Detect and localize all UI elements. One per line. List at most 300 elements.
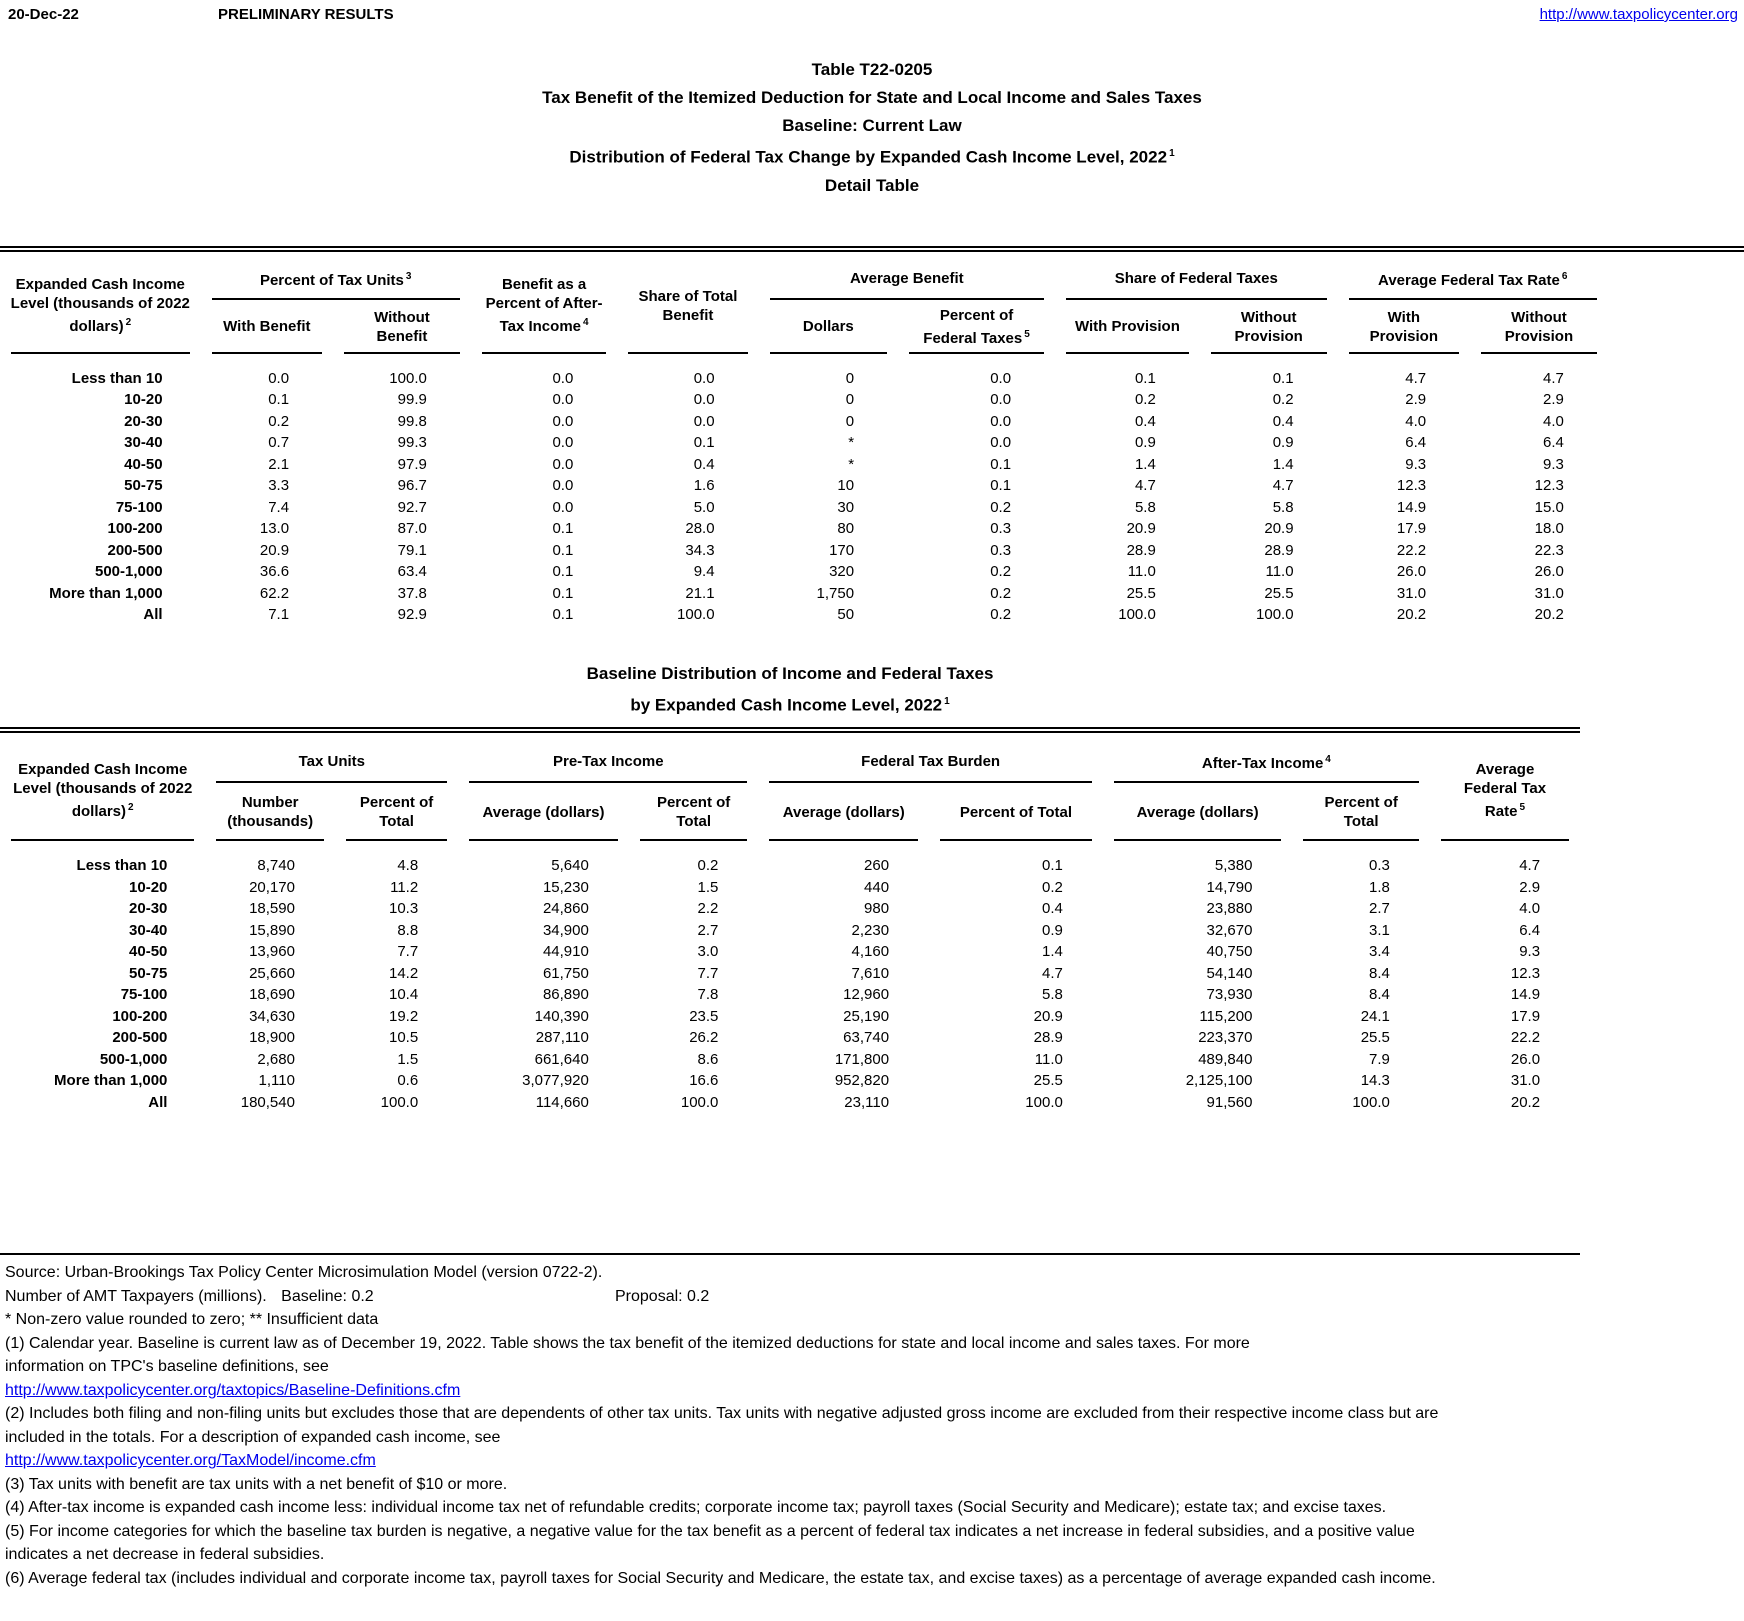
footnotes xyxy=(0,1261,1744,1590)
footnote-ref-4: 4 xyxy=(1325,753,1331,765)
cell-value: 97.9 xyxy=(397,455,427,473)
cell-value: 11.2 xyxy=(390,878,419,896)
cell-value: 5,380 xyxy=(1214,857,1253,875)
cell-value: 20,170 xyxy=(249,878,295,896)
cell-value: 0.1 xyxy=(1041,857,1063,875)
row-label: 40-50 xyxy=(129,943,168,961)
cell-value: 1.5 xyxy=(397,1050,419,1068)
cell-value: 0.4 xyxy=(693,455,715,473)
cell-value: 171,800 xyxy=(834,1050,890,1068)
baseline-subtitle: Baseline: Current Law xyxy=(782,116,962,135)
footnote-1-link-line xyxy=(5,1379,1744,1403)
cell-value: 21.1 xyxy=(685,584,715,602)
cell-value: 99.9 xyxy=(397,391,427,409)
cell-value: 3.3 xyxy=(268,477,290,495)
cell-value: 7.4 xyxy=(268,498,290,516)
table-row xyxy=(0,432,1744,454)
cell-value: 9.3 xyxy=(1405,455,1427,473)
cell-value: 0.2 xyxy=(990,498,1012,516)
cell-value: 1.8 xyxy=(1369,878,1390,896)
group-header-percent-of-tax-units: Percent of Tax Units $^3$ xyxy=(201,252,471,300)
cell-value: 0.1 xyxy=(552,606,574,624)
cell-value: 0.0 xyxy=(552,455,574,473)
cell-value: 0.0 xyxy=(552,412,574,430)
baseline-title-line2: by Expanded Cash Income Level, 2022 $^1$ xyxy=(630,695,950,715)
cell-value: 17.9 xyxy=(1396,520,1427,538)
group-header-share-of-federal-taxes: Share of Federal Taxes xyxy=(1055,252,1338,300)
sub-header-row xyxy=(0,783,1580,841)
cell-value: 23.5 xyxy=(689,1007,719,1025)
group-header-row xyxy=(0,252,1744,300)
cell-value: 96.7 xyxy=(397,477,427,495)
table-row xyxy=(0,1049,1580,1071)
cell-value: 0.2 xyxy=(990,584,1012,602)
cell-value: 0.3 xyxy=(990,541,1012,559)
cell-value: 6.4 xyxy=(1405,434,1427,452)
cell-value: 2,680 xyxy=(257,1050,295,1068)
cell-value: 4,160 xyxy=(851,943,890,961)
column-header-burden-average-dollars: Average (dollars) xyxy=(758,783,929,841)
cell-value: 99.3 xyxy=(397,434,427,452)
cell-value: 8.8 xyxy=(397,921,419,939)
cell-value: 91,560 xyxy=(1206,1093,1253,1111)
site-link[interactable]: http://www.taxpolicycenter.org xyxy=(1539,6,1738,23)
cell-value: 20.2 xyxy=(1510,1093,1541,1111)
cell-value: 2.7 xyxy=(697,921,719,939)
cell-value: 3,077,920 xyxy=(522,1072,589,1090)
cell-value: 0 xyxy=(845,412,855,430)
baseline-distribution-section xyxy=(0,660,1580,1114)
cell-value: 100.0 xyxy=(1256,606,1294,624)
cell-value: 489,840 xyxy=(1198,1050,1253,1068)
row-label: 500-1,000 xyxy=(99,1050,168,1068)
row-label: 10-20 xyxy=(124,391,163,409)
table-row xyxy=(0,984,1580,1006)
column-header-dollars: Dollars xyxy=(759,300,899,354)
column-header-pretax-percent-of-total: Percent of Total xyxy=(629,783,759,841)
cell-value: 0.4 xyxy=(1041,900,1063,918)
footnote-ref-6: 6 xyxy=(1561,271,1568,283)
column-header-aftertax-average-dollars: Average (dollars) xyxy=(1103,783,1293,841)
cell-value: 44,910 xyxy=(542,943,589,961)
cell-value: 0.0 xyxy=(552,369,574,387)
baseline-distribution-table-body xyxy=(0,841,1580,1113)
cell-value: 31.0 xyxy=(1396,584,1427,602)
cell-value: 4.7 xyxy=(1272,477,1294,495)
cell-value: 25,660 xyxy=(249,964,295,982)
cell-value: 3.1 xyxy=(1369,921,1390,939)
cell-value: 2.1 xyxy=(268,455,290,473)
cell-value: 25.5 xyxy=(1360,1029,1390,1047)
cell-value: 28.9 xyxy=(1126,541,1156,559)
cell-value: 5.8 xyxy=(1134,498,1156,516)
table-row xyxy=(0,561,1744,583)
table-row xyxy=(0,475,1744,497)
cell-value: 28.9 xyxy=(1264,541,1294,559)
cell-value: 100.0 xyxy=(1352,1093,1390,1111)
row-label: 75-100 xyxy=(115,498,163,516)
table-row xyxy=(0,941,1580,963)
row-label: 30-40 xyxy=(124,434,163,452)
cell-value: 15,230 xyxy=(542,878,589,896)
table-row xyxy=(0,1092,1580,1114)
cell-value: 32,670 xyxy=(1206,921,1253,939)
cell-value: 79.1 xyxy=(397,541,427,559)
group-header-after-tax-income: After-Tax Income $^4$ xyxy=(1103,733,1430,783)
cell-value: 4.8 xyxy=(397,857,419,875)
amt-baseline-value: Baseline: 0.2 xyxy=(281,1287,374,1305)
cell-value: 100.0 xyxy=(677,606,715,624)
cell-value: 1.4 xyxy=(1272,455,1294,473)
cell-value: 40,750 xyxy=(1206,943,1253,961)
cell-value: 25,190 xyxy=(843,1007,890,1025)
row-label: 100-200 xyxy=(107,520,163,538)
cell-value: 54,140 xyxy=(1206,964,1253,982)
footnote-ref-2: 2 xyxy=(128,801,134,813)
cell-value: 260 xyxy=(864,857,890,875)
amt-label: Number of AMT Taxpayers (millions). xyxy=(5,1287,267,1305)
table-row xyxy=(0,841,1580,877)
group-header-average-federal-tax-rate: Average Federal Tax Rate $^6$ xyxy=(1338,252,1608,300)
cell-value: 0.9 xyxy=(1041,921,1063,939)
cell-value: 1,750 xyxy=(816,584,855,602)
column-header-aftertax-percent-of-total: Percent of Total xyxy=(1292,783,1429,841)
sub-header-row xyxy=(0,300,1744,354)
cell-value: 0.0 xyxy=(990,412,1012,430)
cell-value: 170 xyxy=(829,541,855,559)
cell-value: 11.0 xyxy=(1265,563,1294,581)
cell-value: 2,125,100 xyxy=(1185,1072,1253,1090)
baseline-definitions-link[interactable]: http://www.taxpolicycenter.org/taxtopics/Baseline-Definitions.cfm xyxy=(5,1381,461,1399)
cell-value: 287,110 xyxy=(535,1029,589,1047)
cell-value: 25.5 xyxy=(1264,584,1294,602)
row-label: Less than 10 xyxy=(76,857,168,875)
cell-value: 23,110 xyxy=(844,1093,890,1111)
cell-value: 661,640 xyxy=(534,1050,589,1068)
cell-value: 14.2 xyxy=(389,964,419,982)
cell-value: 180,540 xyxy=(240,1093,295,1111)
cell-value: 100.0 xyxy=(680,1093,719,1111)
row-label: 200-500 xyxy=(112,1029,168,1047)
cell-value: 0.4 xyxy=(1134,412,1156,430)
cell-value: 26.0 xyxy=(1396,563,1427,581)
cell-value: 26.2 xyxy=(689,1029,719,1047)
table-row xyxy=(0,877,1580,899)
cell-value: 0.2 xyxy=(990,606,1012,624)
cell-value: 952,820 xyxy=(834,1072,890,1090)
cell-value: 34,900 xyxy=(542,921,589,939)
table-row xyxy=(0,898,1580,920)
cell-value: 9.3 xyxy=(1519,943,1541,961)
cell-value: 4.0 xyxy=(1519,900,1541,918)
footnote-1-line2: information on TPC's baseline definitions, see xyxy=(5,1358,329,1376)
cell-value: 0.2 xyxy=(990,563,1012,581)
cell-value: 6.4 xyxy=(1519,921,1541,939)
cell-value: 0.1 xyxy=(552,520,574,538)
cell-value: 34.3 xyxy=(685,541,715,559)
cell-value: 0.0 xyxy=(693,391,715,409)
cell-value: 26.0 xyxy=(1534,563,1564,581)
source-note: Source: Urban-Brookings Tax Policy Center Microsimulation Model (version 0722-2). xyxy=(5,1264,603,1282)
table-row xyxy=(0,1027,1580,1049)
row-label: All xyxy=(143,606,163,624)
cell-value: 0.0 xyxy=(552,498,574,516)
cell-value: 20.9 xyxy=(1033,1007,1063,1025)
cell-value: 37.8 xyxy=(397,584,427,602)
income-definition-link[interactable]: http://www.taxpolicycenter.org/TaxModel/income.cfm xyxy=(5,1452,376,1470)
cell-value: 0.7 xyxy=(268,434,290,452)
table-row xyxy=(0,604,1744,626)
cell-value: 15,890 xyxy=(249,921,295,939)
cell-value: 0.1 xyxy=(693,434,715,452)
column-header-share-with-provision: With Provision xyxy=(1055,300,1200,354)
cell-value: 31.0 xyxy=(1510,1072,1541,1090)
cell-value: 0.3 xyxy=(1369,857,1390,875)
footnote-5-line2: indicates a net decrease in federal subsidies. xyxy=(5,1546,325,1564)
cell-value: 7.1 xyxy=(268,606,290,624)
cell-value: 4.7 xyxy=(1519,857,1541,875)
cell-value: 13,960 xyxy=(249,943,295,961)
cell-value: 61,750 xyxy=(542,964,589,982)
cell-value: 31.0 xyxy=(1534,584,1564,602)
cell-value: 13.0 xyxy=(259,520,290,538)
cell-value: 8,740 xyxy=(257,857,295,875)
cell-value: 14.3 xyxy=(1360,1072,1390,1090)
cell-value: 24.1 xyxy=(1360,1007,1390,1025)
column-header-benefit-percent-after-tax-income: Benefit as a Percent of After-Tax Income $^4$ xyxy=(471,252,617,354)
cell-value: 0.0 xyxy=(990,391,1012,409)
cell-value: 28.0 xyxy=(685,520,715,538)
cell-value: 0.2 xyxy=(268,412,290,430)
cell-value: 92.9 xyxy=(397,606,427,624)
cell-value: 4.7 xyxy=(1405,369,1427,387)
cell-value: 0.1 xyxy=(552,541,574,559)
row-label: 40-50 xyxy=(124,455,163,473)
cell-value: 9.3 xyxy=(1543,455,1564,473)
cell-value: 22.3 xyxy=(1534,541,1564,559)
status-label: PRELIMINARY RESULTS xyxy=(218,6,394,23)
income-level-column-header: Expanded Cash Income Level (thousands of 2022 dollars) $^2$ xyxy=(0,252,201,354)
cell-value: 0.2 xyxy=(1041,878,1063,896)
footnote-ref-1: 1 xyxy=(1169,148,1175,159)
table-row xyxy=(0,497,1744,519)
cell-value: 10.3 xyxy=(389,900,419,918)
cell-value: 92.7 xyxy=(397,498,427,516)
cell-value: 30 xyxy=(837,498,855,516)
cell-value: 980 xyxy=(864,900,890,918)
cell-value: 1.5 xyxy=(697,878,719,896)
cell-value: 28.9 xyxy=(1033,1029,1063,1047)
cell-value: 12,960 xyxy=(843,986,890,1004)
column-header-percent-of-total-units: Percent of Total xyxy=(335,783,458,841)
cell-value: 10 xyxy=(837,477,855,495)
cell-value: 5,640 xyxy=(551,857,589,875)
group-header-row xyxy=(0,733,1580,783)
cell-value: 12.3 xyxy=(1396,477,1427,495)
cell-value: 14,790 xyxy=(1206,878,1253,896)
footnote-ref-5: 5 xyxy=(1024,328,1030,340)
cell-value: 0.6 xyxy=(397,1072,419,1090)
cell-value: 18,690 xyxy=(249,986,295,1004)
cell-value: 1.4 xyxy=(1134,455,1156,473)
cell-value: 0.3 xyxy=(990,520,1012,538)
row-label: 50-75 xyxy=(124,477,163,495)
column-header-share-of-total-benefit: Share of Total Benefit xyxy=(617,252,758,354)
row-label: 50-75 xyxy=(129,964,168,982)
cell-value: 0.0 xyxy=(268,369,290,387)
cell-value: 22.2 xyxy=(1396,541,1427,559)
cell-value: 50 xyxy=(837,606,855,624)
cell-value: 18,590 xyxy=(249,900,295,918)
baseline-distribution-table xyxy=(0,733,1580,1113)
cell-value: 12.3 xyxy=(1510,964,1541,982)
cell-value: 87.0 xyxy=(397,520,427,538)
cell-value: 14.9 xyxy=(1510,986,1541,1004)
cell-value: 18,900 xyxy=(249,1029,295,1047)
cell-value: 7.7 xyxy=(697,964,719,982)
cell-value: 10.4 xyxy=(389,986,419,1004)
footer-divider-rule xyxy=(0,1253,1580,1255)
footnote-ref-4: 4 xyxy=(583,317,589,329)
cell-value: 2.9 xyxy=(1405,391,1427,409)
table-row xyxy=(0,920,1580,942)
row-label: 500-1,000 xyxy=(94,563,163,581)
cell-value: 2.9 xyxy=(1519,878,1541,896)
amt-proposal-value: Proposal: 0.2 xyxy=(615,1287,710,1305)
cell-value: 7.7 xyxy=(397,943,419,961)
footnote-2-line1: (2) Includes both filing and non-filing units but excludes those that are dependents of other tax units. Tax units with negative adjusted gross income are excluded from their respective income class but are xyxy=(5,1405,1439,1423)
cell-value: 115,200 xyxy=(1199,1007,1253,1025)
table-row xyxy=(0,583,1744,605)
cell-value: 0.0 xyxy=(693,412,715,430)
footnote-2-line2: included in the totals. For a description of expanded cash income, see xyxy=(5,1428,501,1446)
title-block xyxy=(0,56,1744,200)
column-header-percent-of-federal-taxes: Percent of Federal Taxes $^5$ xyxy=(898,300,1055,354)
cell-value: 6.4 xyxy=(1543,434,1564,452)
column-header-rate-without-provision: Without Provision xyxy=(1470,300,1608,354)
cell-value: 0.1 xyxy=(1134,369,1156,387)
cell-value: 9.4 xyxy=(693,563,715,581)
cell-value: 0.9 xyxy=(1134,434,1156,452)
row-label: More than 1,000 xyxy=(54,1072,168,1090)
cell-value: 15.0 xyxy=(1534,498,1564,516)
cell-value: 0.2 xyxy=(1134,391,1156,409)
column-header-share-without-provision: Without Provision xyxy=(1200,300,1338,354)
row-label: All xyxy=(148,1093,168,1111)
cell-value: 0.1 xyxy=(1272,369,1294,387)
footnote-6: (6) Average federal tax (includes individual and corporate income tax, payroll taxes for Social Security and Medicare, the estate tax, and excise taxes) as a percentage of average expanded cash income. xyxy=(5,1569,1436,1587)
baseline-title-line1: Baseline Distribution of Income and Federal Taxes xyxy=(586,663,994,683)
cell-value: 0.0 xyxy=(693,369,715,387)
table-row xyxy=(0,1070,1580,1092)
table-row xyxy=(0,411,1744,433)
cell-value: 10.5 xyxy=(389,1029,419,1047)
cell-value: 114,660 xyxy=(535,1093,589,1111)
cell-value: 320 xyxy=(829,563,855,581)
cell-value: 86,890 xyxy=(542,986,589,1004)
row-label: More than 1,000 xyxy=(49,584,163,602)
cell-value: 99.8 xyxy=(397,412,427,430)
cell-value: 20.2 xyxy=(1534,606,1564,624)
cell-value: 0.0 xyxy=(552,391,574,409)
cell-value: 1,110 xyxy=(258,1072,295,1090)
cell-value: 19.2 xyxy=(389,1007,419,1025)
cell-value: 100.0 xyxy=(389,369,427,387)
cell-value: 80 xyxy=(837,520,855,538)
table-row xyxy=(0,518,1744,540)
baseline-table-title xyxy=(0,660,1580,720)
cell-value: 4.7 xyxy=(1041,964,1063,982)
group-header-pre-tax-income: Pre-Tax Income xyxy=(458,733,758,783)
cell-value: 36.6 xyxy=(259,563,290,581)
cell-value: 11.0 xyxy=(1034,1050,1063,1068)
cell-value: 4.7 xyxy=(1134,477,1156,495)
cell-value: 62.2 xyxy=(259,584,290,602)
footnote-ref-2: 2 xyxy=(125,317,132,329)
table-number: Table T22-0205 xyxy=(811,60,933,79)
tax-change-table-body xyxy=(0,354,1744,626)
income-level-column-header: Expanded Cash Income Level (thousands of 2022 dollars) $^2$ xyxy=(0,733,205,841)
cell-value: 0.2 xyxy=(1272,391,1294,409)
cell-value: 0.1 xyxy=(552,563,574,581)
row-label: 100-200 xyxy=(112,1007,168,1025)
spacer-column xyxy=(1608,252,1744,354)
footnote-4: (4) After-tax income is expanded cash income less: individual income tax net of refundable credits; corporate income tax; payroll taxes (Social Security and Medicare); estate tax; and excise taxes. xyxy=(5,1499,1387,1517)
footnote-ref-5: 5 xyxy=(1519,801,1525,813)
row-label: 75-100 xyxy=(120,986,168,1004)
cell-value: 2.2 xyxy=(697,900,719,918)
group-header-average-benefit: Average Benefit xyxy=(759,252,1055,300)
cell-value: * xyxy=(848,434,855,452)
tax-change-table xyxy=(0,252,1744,626)
table-row xyxy=(0,454,1744,476)
column-header-pretax-average-dollars: Average (dollars) xyxy=(458,783,629,841)
cell-value: 3.4 xyxy=(1369,943,1390,961)
symbols-note: * Non-zero value rounded to zero; ** Insufficient data xyxy=(5,1311,379,1329)
cell-value: 0.0 xyxy=(990,369,1012,387)
cell-value: 440 xyxy=(864,878,890,896)
cell-value: 100.0 xyxy=(380,1093,419,1111)
cell-value: 0 xyxy=(845,369,855,387)
cell-value: 23,880 xyxy=(1206,900,1253,918)
cell-value: 18.0 xyxy=(1534,520,1564,538)
footnote-2-link-line xyxy=(5,1449,1744,1473)
cell-value: 8.4 xyxy=(1369,964,1390,982)
cell-value: 20.9 xyxy=(1264,520,1294,538)
group-header-tax-units: Tax Units xyxy=(205,733,458,783)
cell-value: 5.8 xyxy=(1041,986,1063,1004)
cell-value: 5.8 xyxy=(1272,498,1294,516)
cell-value: 0 xyxy=(845,391,855,409)
cell-value: 0.2 xyxy=(697,857,719,875)
cell-value: 34,630 xyxy=(249,1007,295,1025)
cell-value: 223,370 xyxy=(1198,1029,1253,1047)
cell-value: 140,390 xyxy=(534,1007,589,1025)
cell-value: 4.0 xyxy=(1543,412,1564,430)
cell-value: 0.1 xyxy=(552,584,574,602)
cell-value: 8.6 xyxy=(697,1050,719,1068)
table-title: Tax Benefit of the Itemized Deduction for State and Local Income and Sales Taxes xyxy=(542,88,1202,107)
cell-value: 14.9 xyxy=(1396,498,1427,516)
cell-value: 7,610 xyxy=(851,964,890,982)
cell-value: 22.2 xyxy=(1510,1029,1541,1047)
cell-value: 7.8 xyxy=(697,986,719,1004)
cell-value: 5.0 xyxy=(693,498,715,516)
distribution-subtitle: Distribution of Federal Tax Change by Expanded Cash Income Level, 2022 $^1$ xyxy=(569,147,1175,167)
cell-value: 0.4 xyxy=(1272,412,1294,430)
row-label: 10-20 xyxy=(129,878,168,896)
cell-value: 4.0 xyxy=(1405,412,1427,430)
